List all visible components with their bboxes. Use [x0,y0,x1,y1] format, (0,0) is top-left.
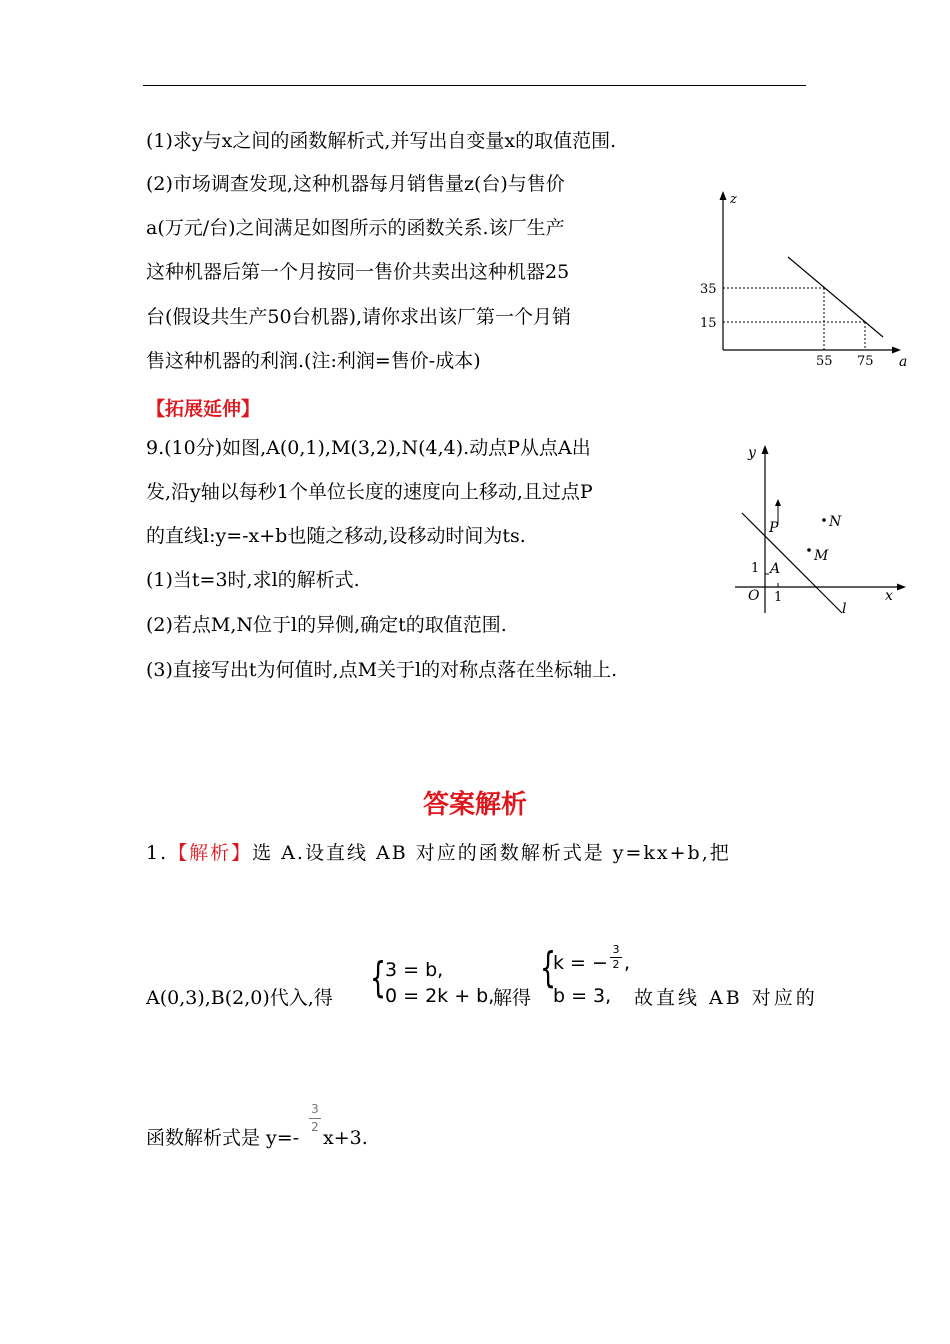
x-axis-arrow [897,584,906,591]
system1-eq2: 0 = 2k + b, [385,985,495,1007]
tick-label-x-1: 1 [774,590,783,605]
problem8-q2-line2: a(万元/台)之间满足如图所示的函数关系.该厂生产 [146,217,565,239]
answer1-text1: 选 A.设直线 AB 对应的函数解析式是 y=kx+b,把 [252,842,731,864]
problem9-line2: 发,沿y轴以每秒1个单位长度的速度向上移动,且过点P [146,481,593,503]
problem9-line1: 9.(10分)如图,A(0,1),M(3,2),N(4,4).动点P从点A出 [146,437,591,459]
problem9-q2: (2)若点M,N位于l的异侧,确定t的取值范围. [146,614,507,636]
answer1-line1 [146,840,731,866]
a-axis-label: a [899,354,908,370]
system2-k-fraction [610,944,622,971]
problem9-line3: 的直线l:y=-x+b也随之移动,设移动时间为ts. [146,525,526,547]
system2-k-numerator: 3 [612,943,620,956]
problem9-q1: (1)当t=3时,求l的解析式. [146,569,360,591]
analysis-tag: 【解析】 [168,842,253,864]
coordinate-graph [730,435,910,625]
answer1-number: 1. [146,842,169,864]
tick-label-35: 35 [700,282,717,297]
y-axis-label: y [748,445,756,461]
system2-k-denominator: 2 [612,958,620,971]
z-axis-label: z [730,192,737,207]
tick-label-y-1: 1 [751,561,760,576]
p-arrow-head [775,499,781,506]
tick-label-55: 55 [816,354,833,369]
z-axis-arrow [720,191,727,200]
origin-label: O [748,588,760,604]
problem8-q2-line3: 这种机器后第一个月按同一售价共卖出这种机器25 [146,261,570,283]
point-m-label: M [814,548,829,564]
sales-price-graph [690,185,930,375]
a-axis-arrow [892,347,901,354]
line-l-label: l [842,601,847,617]
demand-line [788,257,883,337]
problem8-q1: (1)求y与x之间的函数解析式,并写出自变量x的取值范围. [146,130,617,152]
tick-label-15: 15 [700,316,717,331]
system2-eq2: b = 3, [553,985,612,1007]
line3-fraction-bar [309,1118,321,1119]
answer1-line2-prefix: A(0,3),B(2,0)代入,得 [146,987,333,1009]
point-n [822,518,826,522]
top-rule [143,85,806,86]
answer-title: 答案解析 [422,790,527,820]
line3-fraction [309,1103,321,1134]
point-m [807,548,811,552]
system2-eq1-end: , [624,952,631,974]
answer1-mid: 解得 [493,987,532,1009]
answer1-line3-suffix: x+3. [323,1127,368,1149]
problem8-q2-line5: 售这种机器的利润.(注:利润=售价-成本) [146,350,481,372]
x-axis-label: x [885,588,893,604]
y-axis-arrow [762,445,769,454]
system2-brace: { [540,943,557,992]
problem9-q3: (3)直接写出t为何值时,点M关于l的对称点落在坐标轴上. [146,659,618,681]
system2-eq1: k = − [553,952,608,974]
extension-heading: 【拓展延伸】 [146,398,261,420]
problem8-q2-line1: (2)市场调查发现,这种机器每月销售量z(台)与售价 [146,173,565,195]
point-p-label: P [769,520,779,536]
problem8-q2-line4: 台(假设共生产50台机器),请你求出该厂第一个月销 [146,306,572,328]
answer1-line3-prefix: 函数解析式是 y=- [146,1127,300,1149]
point-n-label: N [829,514,842,530]
system1-eq1: 3 = b, [385,959,444,981]
tick-label-75: 75 [857,354,874,369]
line3-fraction-denominator: 2 [311,1120,319,1134]
answer1-line2-suffix: 故直线 AB 对应的 [634,987,818,1009]
system1-brace: { [370,953,387,1002]
line3-fraction-numerator: 3 [311,1102,319,1116]
point-a-label: A [770,561,781,577]
